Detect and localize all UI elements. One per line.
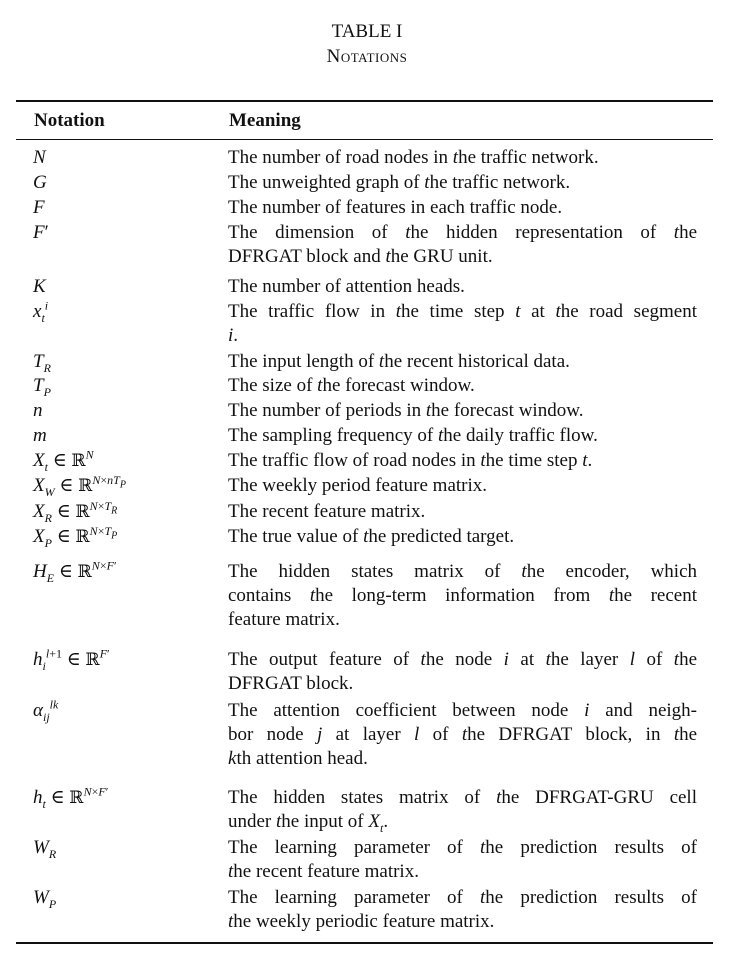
notation-meaning — [228, 525, 697, 549]
meaning-line: The true value of the predicted target. — [228, 526, 515, 547]
notation-meaning — [228, 836, 697, 884]
meaning-line: The size of the forecast window. — [228, 375, 475, 396]
meaning-line: feature matrix. — [228, 609, 340, 630]
notation-symbol: $X_t$ ∈ ℝ$^N$ — [33, 447, 94, 474]
notation-meaning — [228, 275, 697, 299]
notation-symbol: K — [33, 276, 46, 297]
notation-symbol: n — [33, 400, 43, 421]
meaning-line: The output feature of the node i at the layer l of the — [228, 649, 698, 670]
notation-symbol: $X_R$ ∈ ℝ$^{N\times T_R}$ — [33, 498, 118, 525]
meaning-line: The number of road nodes in the traffic network. — [228, 147, 599, 168]
notation-meaning — [228, 449, 697, 473]
meaning-line: The recent feature matrix. — [228, 501, 426, 522]
notation-symbol: $W_R$ — [33, 837, 57, 861]
notation-meaning — [228, 196, 697, 220]
meaning-line: The sampling frequency of the daily traffic flow. — [228, 425, 598, 446]
meaning-line: The number of attention heads. — [228, 276, 465, 297]
notation-meaning — [228, 474, 697, 498]
meaning-line: DFRGAT block and the GRU unit. — [228, 246, 493, 267]
meaning-line: The hidden states matrix of the encoder, which — [228, 561, 697, 582]
notation-meaning — [228, 786, 697, 840]
notation-symbol: F′ — [33, 222, 49, 243]
meaning-line: The unweighted graph of the traffic network. — [228, 172, 571, 193]
notation-meaning — [228, 350, 697, 374]
notation-symbol: $X_W$ ∈ ℝ$^{N\times nT_P}$ — [33, 472, 126, 499]
meaning-line: The learning parameter of the prediction results of — [228, 887, 697, 908]
table-top-rule — [16, 100, 713, 102]
notation-meaning — [228, 221, 697, 269]
table-header-rule — [16, 139, 713, 140]
meaning-line: contains the long-term information from the recent — [228, 585, 697, 606]
meaning-line: i. — [228, 325, 239, 346]
notation-symbol: N — [33, 147, 46, 168]
notation-meaning — [228, 399, 697, 423]
notation-meaning — [228, 171, 697, 195]
table-number: TABLE I — [331, 21, 403, 42]
notation-meaning — [228, 560, 697, 632]
notation-meaning — [228, 648, 697, 696]
notation-symbol: G — [33, 172, 47, 193]
table-title: Notations — [326, 46, 408, 67]
notation-symbol: $\alpha_{ij}^{lk}$ — [33, 697, 59, 724]
meaning-line: The traffic flow of road nodes in the time step t. — [228, 450, 593, 471]
notation-meaning — [228, 424, 697, 448]
meaning-line: kth attention head. — [228, 748, 368, 769]
notation-symbol: F — [33, 197, 45, 218]
notation-symbol: $H_E$ ∈ ℝ$^{N\times F'}$ — [33, 558, 117, 585]
meaning-line: the recent feature matrix. — [228, 861, 419, 882]
notation-meaning — [228, 300, 697, 348]
meaning-line: under the input of $X_t$. — [228, 811, 389, 835]
meaning-line: The traffic flow in the time step t at the road segment — [228, 301, 697, 322]
meaning-line: The dimension of the hidden representation of the — [228, 222, 698, 243]
meaning-line: The learning parameter of the prediction results of — [228, 837, 697, 858]
meaning-line: The attention coefficient between node i and neigh- — [228, 700, 697, 721]
meaning-line: The number of features in each traffic node. — [228, 197, 563, 218]
meaning-line: The input length of the recent historical data. — [228, 351, 570, 372]
notation-symbol: m — [33, 425, 47, 446]
notation-symbol: $T_P$ — [33, 375, 51, 399]
notation-symbol: $h_i^{l+1}$ ∈ ℝ$^{F'}$ — [33, 646, 110, 673]
table-bottom-rule — [16, 942, 713, 944]
notation-symbol: $x_t^i$ — [33, 298, 49, 325]
notation-meaning — [228, 886, 697, 934]
meaning-line: The number of periods in the forecast window. — [228, 400, 584, 421]
meaning-line: the weekly periodic feature matrix. — [228, 911, 495, 932]
notation-symbol: $W_P$ — [33, 887, 57, 911]
header-meaning: Meaning — [229, 110, 301, 131]
meaning-line: DFRGAT block. — [228, 673, 354, 694]
notation-meaning — [228, 699, 697, 771]
header-notation: Notation — [34, 110, 105, 131]
notation-symbol: $X_P$ ∈ ℝ$^{N\times T_P}$ — [33, 523, 118, 550]
notation-symbol: $h_t$ ∈ ℝ$^{N\times F'}$ — [33, 784, 109, 811]
notation-symbol: $T_R$ — [33, 351, 51, 375]
notation-meaning — [228, 500, 697, 524]
meaning-line: The weekly period feature matrix. — [228, 475, 488, 496]
meaning-line: bor node j at layer l of the DFRGAT block, in the — [228, 724, 698, 745]
meaning-line: The hidden states matrix of the DFRGAT-GRU cell — [228, 787, 697, 808]
notation-meaning — [228, 146, 697, 170]
notation-meaning — [228, 374, 697, 398]
